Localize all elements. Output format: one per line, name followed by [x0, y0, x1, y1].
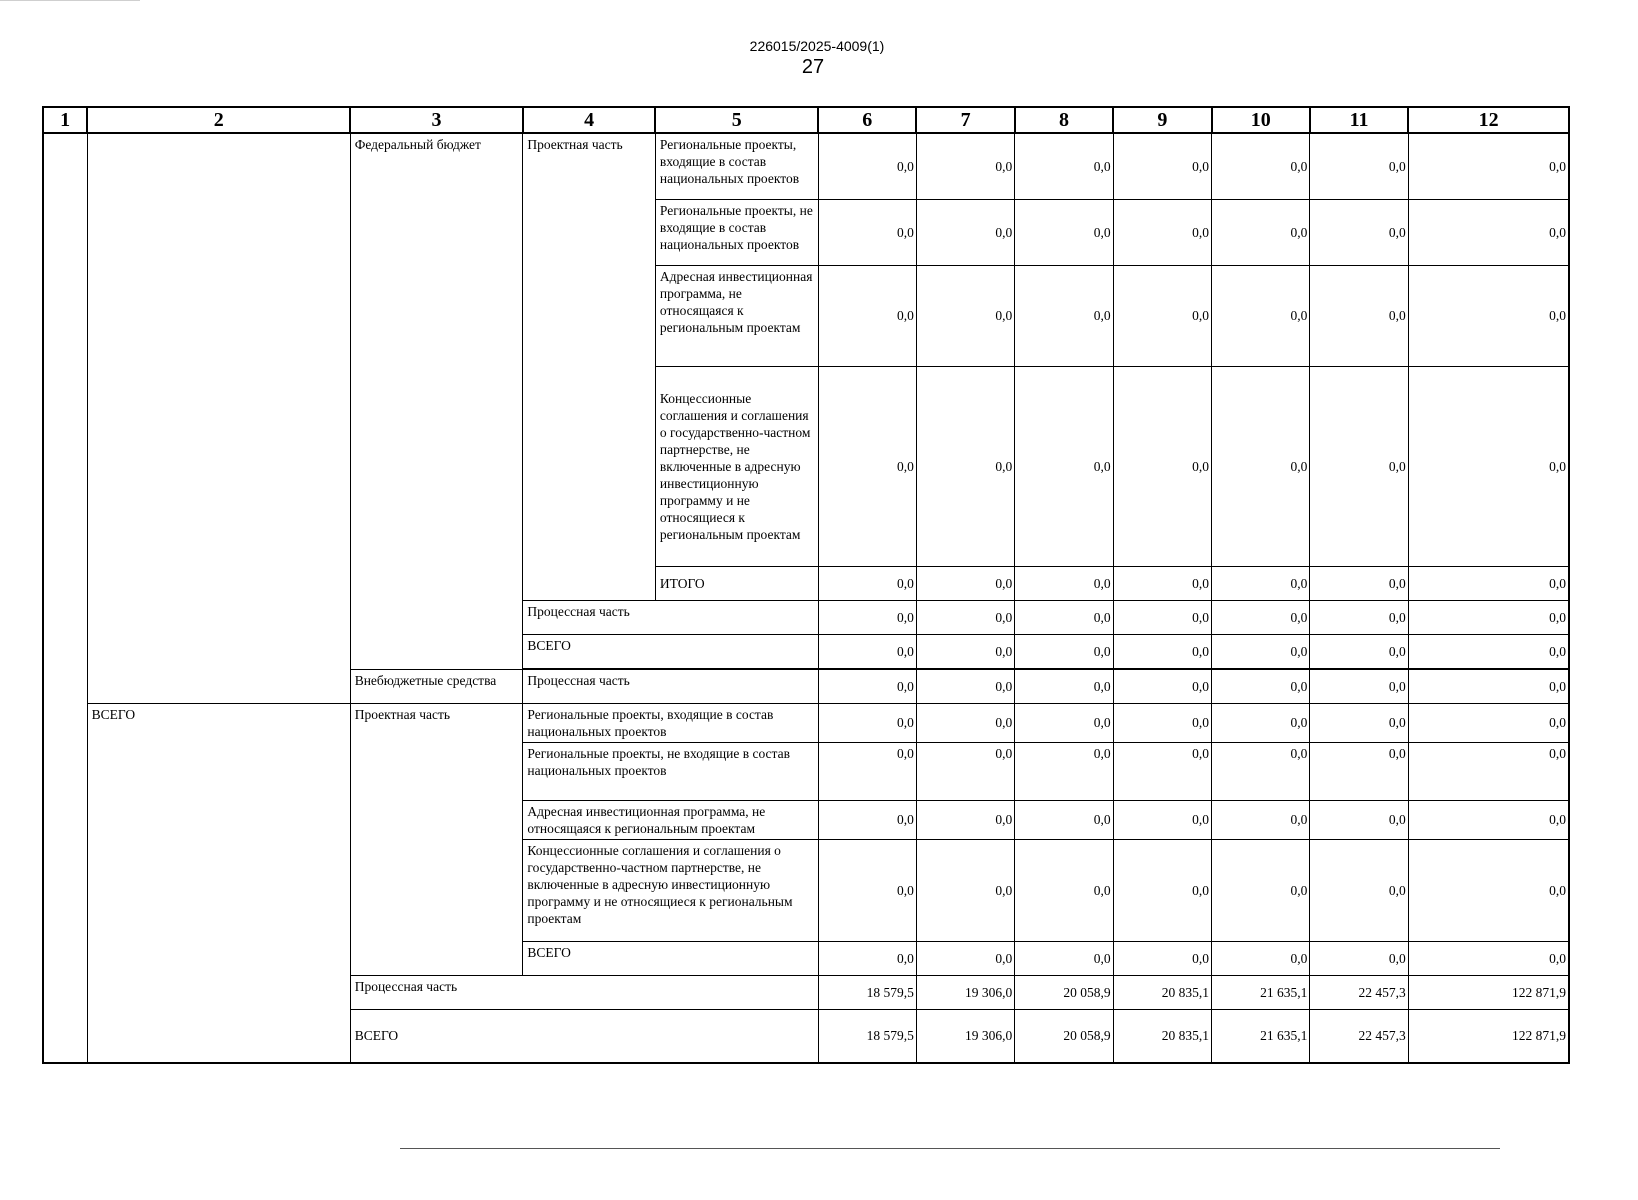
value-cell: 0,0 [1113, 669, 1211, 703]
value-cell: 0,0 [1015, 742, 1113, 800]
col-header-12: 12 [1408, 107, 1569, 133]
value-cell: 0,0 [818, 600, 916, 634]
value-cell: 0,0 [1113, 265, 1211, 366]
value-cell: 0,0 [1408, 634, 1569, 668]
col-header-5: 5 [655, 107, 818, 133]
col-header-4: 4 [523, 107, 656, 133]
value-cell: 0,0 [1113, 800, 1211, 839]
value-cell: 0,0 [818, 839, 916, 941]
total-label-cell: ВСЕГО [87, 703, 350, 1063]
row-label: Процессная часть [523, 669, 818, 703]
value-cell: 0,0 [818, 366, 916, 566]
col-header-2: 2 [87, 107, 350, 133]
value-cell: 0,0 [1408, 566, 1569, 600]
value-cell: 0,0 [1015, 265, 1113, 366]
value-cell: 0,0 [1015, 941, 1113, 975]
value-cell: 0,0 [1212, 199, 1310, 265]
value-cell: 0,0 [1408, 600, 1569, 634]
value-cell: 0,0 [1310, 199, 1408, 265]
row-label: Процессная часть [350, 975, 818, 1009]
value-cell: 18 579,5 [818, 1009, 916, 1063]
value-cell: 0,0 [916, 133, 1014, 199]
value-cell: 0,0 [1310, 742, 1408, 800]
col1-cell [43, 133, 87, 1063]
value-cell: 0,0 [1113, 600, 1211, 634]
value-cell: 0,0 [1015, 669, 1113, 703]
table-row [43, 133, 1569, 199]
value-cell: 0,0 [1113, 703, 1211, 742]
value-cell: 0,0 [916, 669, 1014, 703]
value-cell: 0,0 [1408, 366, 1569, 566]
value-cell: 0,0 [1408, 800, 1569, 839]
value-cell: 0,0 [1113, 133, 1211, 199]
value-cell: 0,0 [1212, 669, 1310, 703]
value-cell: 0,0 [1310, 366, 1408, 566]
value-cell: 0,0 [1310, 265, 1408, 366]
value-cell: 0,0 [916, 600, 1014, 634]
value-cell: 0,0 [1015, 839, 1113, 941]
value-cell: 0,0 [916, 742, 1014, 800]
value-cell: 0,0 [1310, 941, 1408, 975]
scan-artifact-top [0, 0, 140, 1]
row-label: Концессионные соглашения и соглашения о государственно-частном партнерстве, не включенные в адресную инвестиционную программу и не относящиеся к региональным проектам [655, 366, 818, 566]
col-header-10: 10 [1212, 107, 1310, 133]
value-cell: 0,0 [1310, 800, 1408, 839]
value-cell: 0,0 [916, 199, 1014, 265]
row-label: Адресная инвестиционная программа, не относящаяся к региональным проектам [523, 800, 818, 839]
row-label: Адресная инвестиционная программа, не относящаяся к региональным проектам [655, 265, 818, 366]
table-row [43, 703, 1569, 742]
value-cell: 21 635,1 [1212, 1009, 1310, 1063]
col-header-6: 6 [818, 107, 916, 133]
row-label: Концессионные соглашения и соглашения о государственно-частном партнерстве, не включенные в адресную инвестиционную программу и не относящиеся к региональным проектам [523, 839, 818, 941]
part-project: Проектная часть [523, 133, 656, 600]
value-cell: 21 635,1 [1212, 975, 1310, 1009]
value-cell: 0,0 [1015, 634, 1113, 668]
value-cell: 20 835,1 [1113, 975, 1211, 1009]
column-number-row [43, 107, 1569, 133]
value-cell: 0,0 [1113, 941, 1211, 975]
row-label: Процессная часть [523, 600, 818, 634]
value-cell: 0,0 [818, 634, 916, 668]
col-header-9: 9 [1113, 107, 1211, 133]
value-cell: 0,0 [1408, 265, 1569, 366]
value-cell: 0,0 [1408, 941, 1569, 975]
value-cell: 0,0 [818, 800, 916, 839]
col-header-1: 1 [43, 107, 87, 133]
value-cell: 22 457,3 [1310, 1009, 1408, 1063]
value-cell: 22 457,3 [1310, 975, 1408, 1009]
row-label: ВСЕГО [523, 634, 818, 668]
value-cell: 0,0 [1310, 669, 1408, 703]
value-cell: 0,0 [916, 800, 1014, 839]
value-cell: 0,0 [818, 265, 916, 366]
value-cell: 0,0 [1212, 600, 1310, 634]
value-cell: 0,0 [818, 703, 916, 742]
value-cell: 0,0 [916, 941, 1014, 975]
value-cell: 0,0 [1408, 669, 1569, 703]
value-cell: 0,0 [916, 839, 1014, 941]
row-label-itogo: ИТОГО [655, 566, 818, 600]
value-cell: 0,0 [1113, 366, 1211, 566]
value-cell: 0,0 [1212, 800, 1310, 839]
value-cell: 0,0 [916, 634, 1014, 668]
budget-table [42, 106, 1570, 1064]
value-cell: 0,0 [1212, 839, 1310, 941]
col-header-11: 11 [1310, 107, 1408, 133]
value-cell: 0,0 [1212, 366, 1310, 566]
col-header-7: 7 [916, 107, 1014, 133]
value-cell: 0,0 [1310, 133, 1408, 199]
value-cell: 0,0 [1212, 133, 1310, 199]
col2-empty-cell [87, 133, 350, 703]
value-cell: 0,0 [818, 133, 916, 199]
value-cell: 0,0 [1408, 199, 1569, 265]
value-cell: 122 871,9 [1408, 975, 1569, 1009]
value-cell: 0,0 [1113, 634, 1211, 668]
value-cell: 0,0 [1212, 742, 1310, 800]
value-cell: 19 306,0 [916, 1009, 1014, 1063]
col-header-8: 8 [1015, 107, 1113, 133]
value-cell: 122 871,9 [1408, 1009, 1569, 1063]
value-cell: 0,0 [818, 566, 916, 600]
row-label: Региональные проекты, не входящие в состав национальных проектов [523, 742, 818, 800]
value-cell: 0,0 [1212, 566, 1310, 600]
value-cell: 0,0 [1408, 839, 1569, 941]
value-cell: 0,0 [916, 566, 1014, 600]
value-cell: 19 306,0 [916, 975, 1014, 1009]
document-id: 226015/2025-4009(1) [749, 38, 885, 54]
col-header-3: 3 [350, 107, 523, 133]
value-cell: 20 835,1 [1113, 1009, 1211, 1063]
value-cell: 0,0 [1113, 566, 1211, 600]
value-cell: 20 058,9 [1015, 1009, 1113, 1063]
value-cell: 0,0 [1310, 600, 1408, 634]
value-cell: 0,0 [1113, 742, 1211, 800]
value-cell: 0,0 [818, 742, 916, 800]
value-cell: 0,0 [1310, 634, 1408, 668]
value-cell: 20 058,9 [1015, 975, 1113, 1009]
value-cell: 0,0 [1212, 703, 1310, 742]
row-label: ВСЕГО [350, 1009, 818, 1063]
value-cell: 0,0 [1113, 199, 1211, 265]
row-label: ВСЕГО [523, 941, 818, 975]
value-cell: 0,0 [1015, 199, 1113, 265]
value-cell: 0,0 [818, 199, 916, 265]
row-label: Региональные проекты, входящие в состав национальных проектов [655, 133, 818, 199]
value-cell: 0,0 [1212, 265, 1310, 366]
row-label: Региональные проекты, не входящие в состав национальных проектов [655, 199, 818, 265]
value-cell: 0,0 [1408, 703, 1569, 742]
value-cell: 0,0 [1310, 703, 1408, 742]
value-cell: 0,0 [916, 265, 1014, 366]
total-project-part: Проектная часть [350, 703, 523, 975]
value-cell: 0,0 [1015, 600, 1113, 634]
value-cell: 0,0 [1113, 839, 1211, 941]
value-cell: 0,0 [818, 941, 916, 975]
value-cell: 0,0 [1408, 133, 1569, 199]
source-offbudget: Внебюджетные средства [350, 669, 523, 703]
value-cell: 0,0 [1310, 839, 1408, 941]
value-cell: 0,0 [818, 669, 916, 703]
value-cell: 0,0 [1408, 742, 1569, 800]
scan-artifact-bottom [400, 1148, 1500, 1149]
value-cell: 18 579,5 [818, 975, 916, 1009]
value-cell: 0,0 [1015, 703, 1113, 742]
row-label: Региональные проекты, входящие в состав национальных проектов [523, 703, 818, 742]
value-cell: 0,0 [1212, 634, 1310, 668]
value-cell: 0,0 [1015, 800, 1113, 839]
value-cell: 0,0 [1015, 133, 1113, 199]
value-cell: 0,0 [916, 366, 1014, 566]
source-federal-budget: Федеральный бюджет [350, 133, 523, 669]
page-number: 27 [801, 56, 825, 78]
value-cell: 0,0 [1212, 941, 1310, 975]
value-cell: 0,0 [1015, 366, 1113, 566]
value-cell: 0,0 [1015, 566, 1113, 600]
value-cell: 0,0 [1310, 566, 1408, 600]
value-cell: 0,0 [916, 703, 1014, 742]
